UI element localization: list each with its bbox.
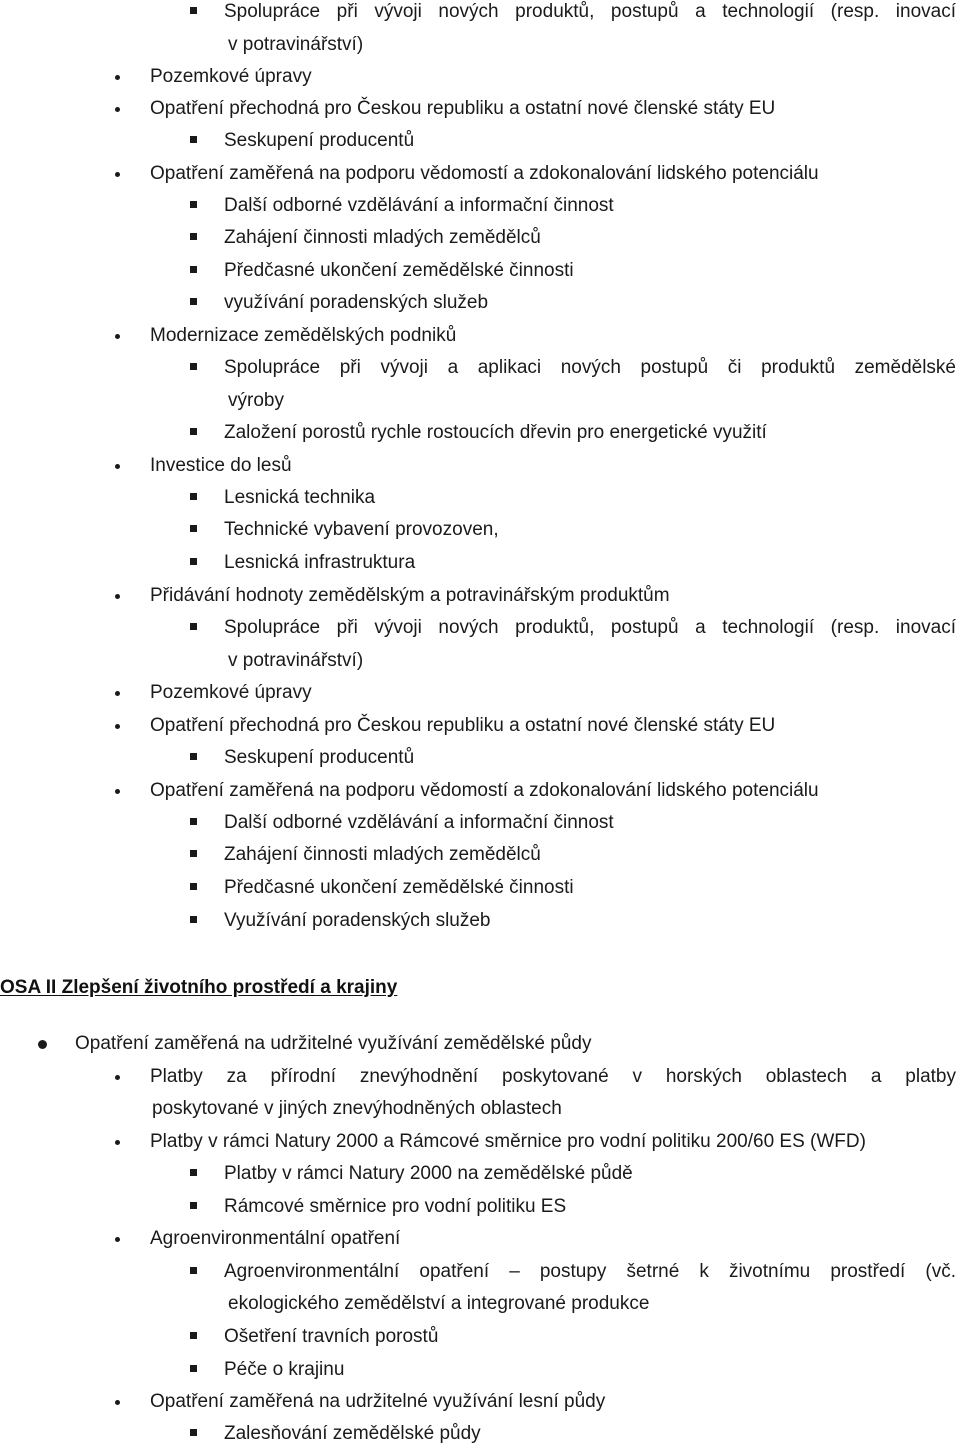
list-item: Péče o krajinu (224, 1359, 345, 1380)
list-item: Lesnická infrastruktura (224, 552, 416, 573)
section-heading: OSA II Zlepšení životního prostředí a krajiny (0, 977, 398, 998)
square-bullet-icon (190, 883, 197, 890)
square-bullet-icon (190, 916, 197, 923)
dot-bullet-icon (115, 789, 120, 794)
square-bullet-icon (190, 266, 197, 273)
dot-bullet-icon (115, 1237, 120, 1242)
dot-bullet-icon (115, 691, 120, 696)
list-item: využívání poradenských služeb (224, 292, 489, 313)
list-item: Další odborné vzdělávání a informační činnost (224, 812, 614, 833)
list-item: Pozemkové úpravy (150, 66, 312, 87)
dot-bullet-icon (115, 1400, 120, 1405)
list-item: Platby za přírodní znevýhodnění poskytované v horských oblastech a platby (150, 1066, 956, 1087)
dot-bullet-icon (115, 594, 120, 599)
list-item: Agroenvironmentální opatření (150, 1228, 401, 1249)
list-item: Rámcové směrnice pro vodní politiku ES (224, 1196, 567, 1217)
dot-bullet-icon (115, 334, 120, 339)
list-item: Agroenvironmentální opatření – postupy šetrné k životnímu prostředí (vč. (224, 1261, 956, 1282)
square-bullet-icon (190, 363, 197, 370)
square-bullet-icon (190, 818, 197, 825)
square-bullet-icon (190, 1365, 197, 1372)
square-bullet-icon (190, 850, 197, 857)
square-bullet-icon (190, 753, 197, 760)
list-item: Zahájení činnosti mladých zemědělců (224, 844, 541, 865)
list-item: Modernizace zemědělských podniků (150, 325, 457, 346)
square-bullet-icon (190, 1267, 197, 1274)
list-item: Platby v rámci Natury 2000 a Rámcové směrnice pro vodní politiku 200/60 ES (WFD) (150, 1131, 866, 1152)
square-bullet-icon (190, 298, 197, 305)
list-item: Zahájení činnosti mladých zemědělců (224, 227, 541, 248)
list-item: Opatření přechodná pro Českou republiku a ostatní nové členské státy EU (150, 715, 776, 736)
list-item: Opatření přechodná pro Českou republiku a ostatní nové členské státy EU (150, 98, 776, 119)
square-bullet-icon (190, 623, 197, 630)
list-item: Platby v rámci Natury 2000 na zemědělské půdě (224, 1163, 633, 1184)
dot-bullet-icon (115, 75, 120, 80)
list-item: Lesnická technika (224, 487, 376, 508)
list-item: Opatření zaměřená na podporu vědomostí a zdokonalování lidského potenciálu (150, 163, 819, 184)
square-bullet-icon (190, 558, 197, 565)
square-bullet-icon (190, 525, 197, 532)
square-bullet-icon (190, 428, 197, 435)
square-bullet-icon (190, 136, 197, 143)
list-item: Přidávání hodnoty zemědělským a potravinářským produktům (150, 585, 670, 606)
list-item-continuation: v potravinářství) (228, 650, 364, 671)
list-item: Ošetření travních porostů (224, 1326, 439, 1347)
list-item: Opatření zaměřená na udržitelné využívání lesní půdy (150, 1391, 606, 1412)
list-item: Investice do lesů (150, 455, 292, 476)
square-bullet-icon (190, 233, 197, 240)
list-item: Pozemkové úpravy (150, 682, 312, 703)
list-item: Spolupráce při vývoji nových produktů, postupů a technologií (resp. inovací (224, 1, 956, 22)
list-item: Spolupráce při vývoji a aplikaci nových postupů či produktů zemědělské (224, 357, 956, 378)
list-item: Předčasné ukončení zemědělské činnosti (224, 877, 574, 898)
dot-bullet-icon (115, 1140, 120, 1145)
list-item-continuation: v potravinářství) (228, 34, 364, 55)
square-bullet-icon (190, 1169, 197, 1176)
dot-bullet-icon (115, 724, 120, 729)
list-item: Využívání poradenských služeb (224, 910, 491, 931)
list-item: Opatření zaměřená na podporu vědomostí a zdokonalování lidského potenciálu (150, 780, 819, 801)
square-bullet-icon (190, 1332, 197, 1339)
square-bullet-icon (190, 1429, 197, 1436)
list-item-continuation: výroby (228, 390, 284, 411)
dot-bullet-icon (115, 464, 120, 469)
list-item: Seskupení producentů (224, 747, 415, 768)
list-item: Předčasné ukončení zemědělské činnosti (224, 260, 574, 281)
list-item: Založení porostů rychle rostoucích dřevin pro energetické využití (224, 422, 767, 443)
list-item-continuation: poskytované v jiných znevýhodněných oblastech (152, 1098, 562, 1119)
square-bullet-icon (190, 201, 197, 208)
list-item: Seskupení producentů (224, 130, 415, 151)
list-item: Další odborné vzdělávání a informační činnost (224, 195, 614, 216)
square-bullet-icon (190, 493, 197, 500)
dot-bullet-icon (115, 1075, 120, 1080)
list-item: Technické vybavení provozoven, (224, 519, 499, 540)
dot-bullet-icon (115, 172, 120, 177)
list-item: Spolupráce při vývoji nových produktů, postupů a technologií (resp. inovací (224, 617, 956, 638)
large-dot-bullet-icon (38, 1040, 47, 1049)
square-bullet-icon (190, 1202, 197, 1209)
list-item-continuation: ekologického zemědělství a integrované produkce (228, 1293, 650, 1314)
dot-bullet-icon (115, 107, 120, 112)
list-item: Zalesňování zemědělské půdy (224, 1423, 481, 1444)
square-bullet-icon (190, 7, 197, 14)
list-item: Opatření zaměřená na udržitelné využívání zemědělské půdy (75, 1033, 592, 1054)
